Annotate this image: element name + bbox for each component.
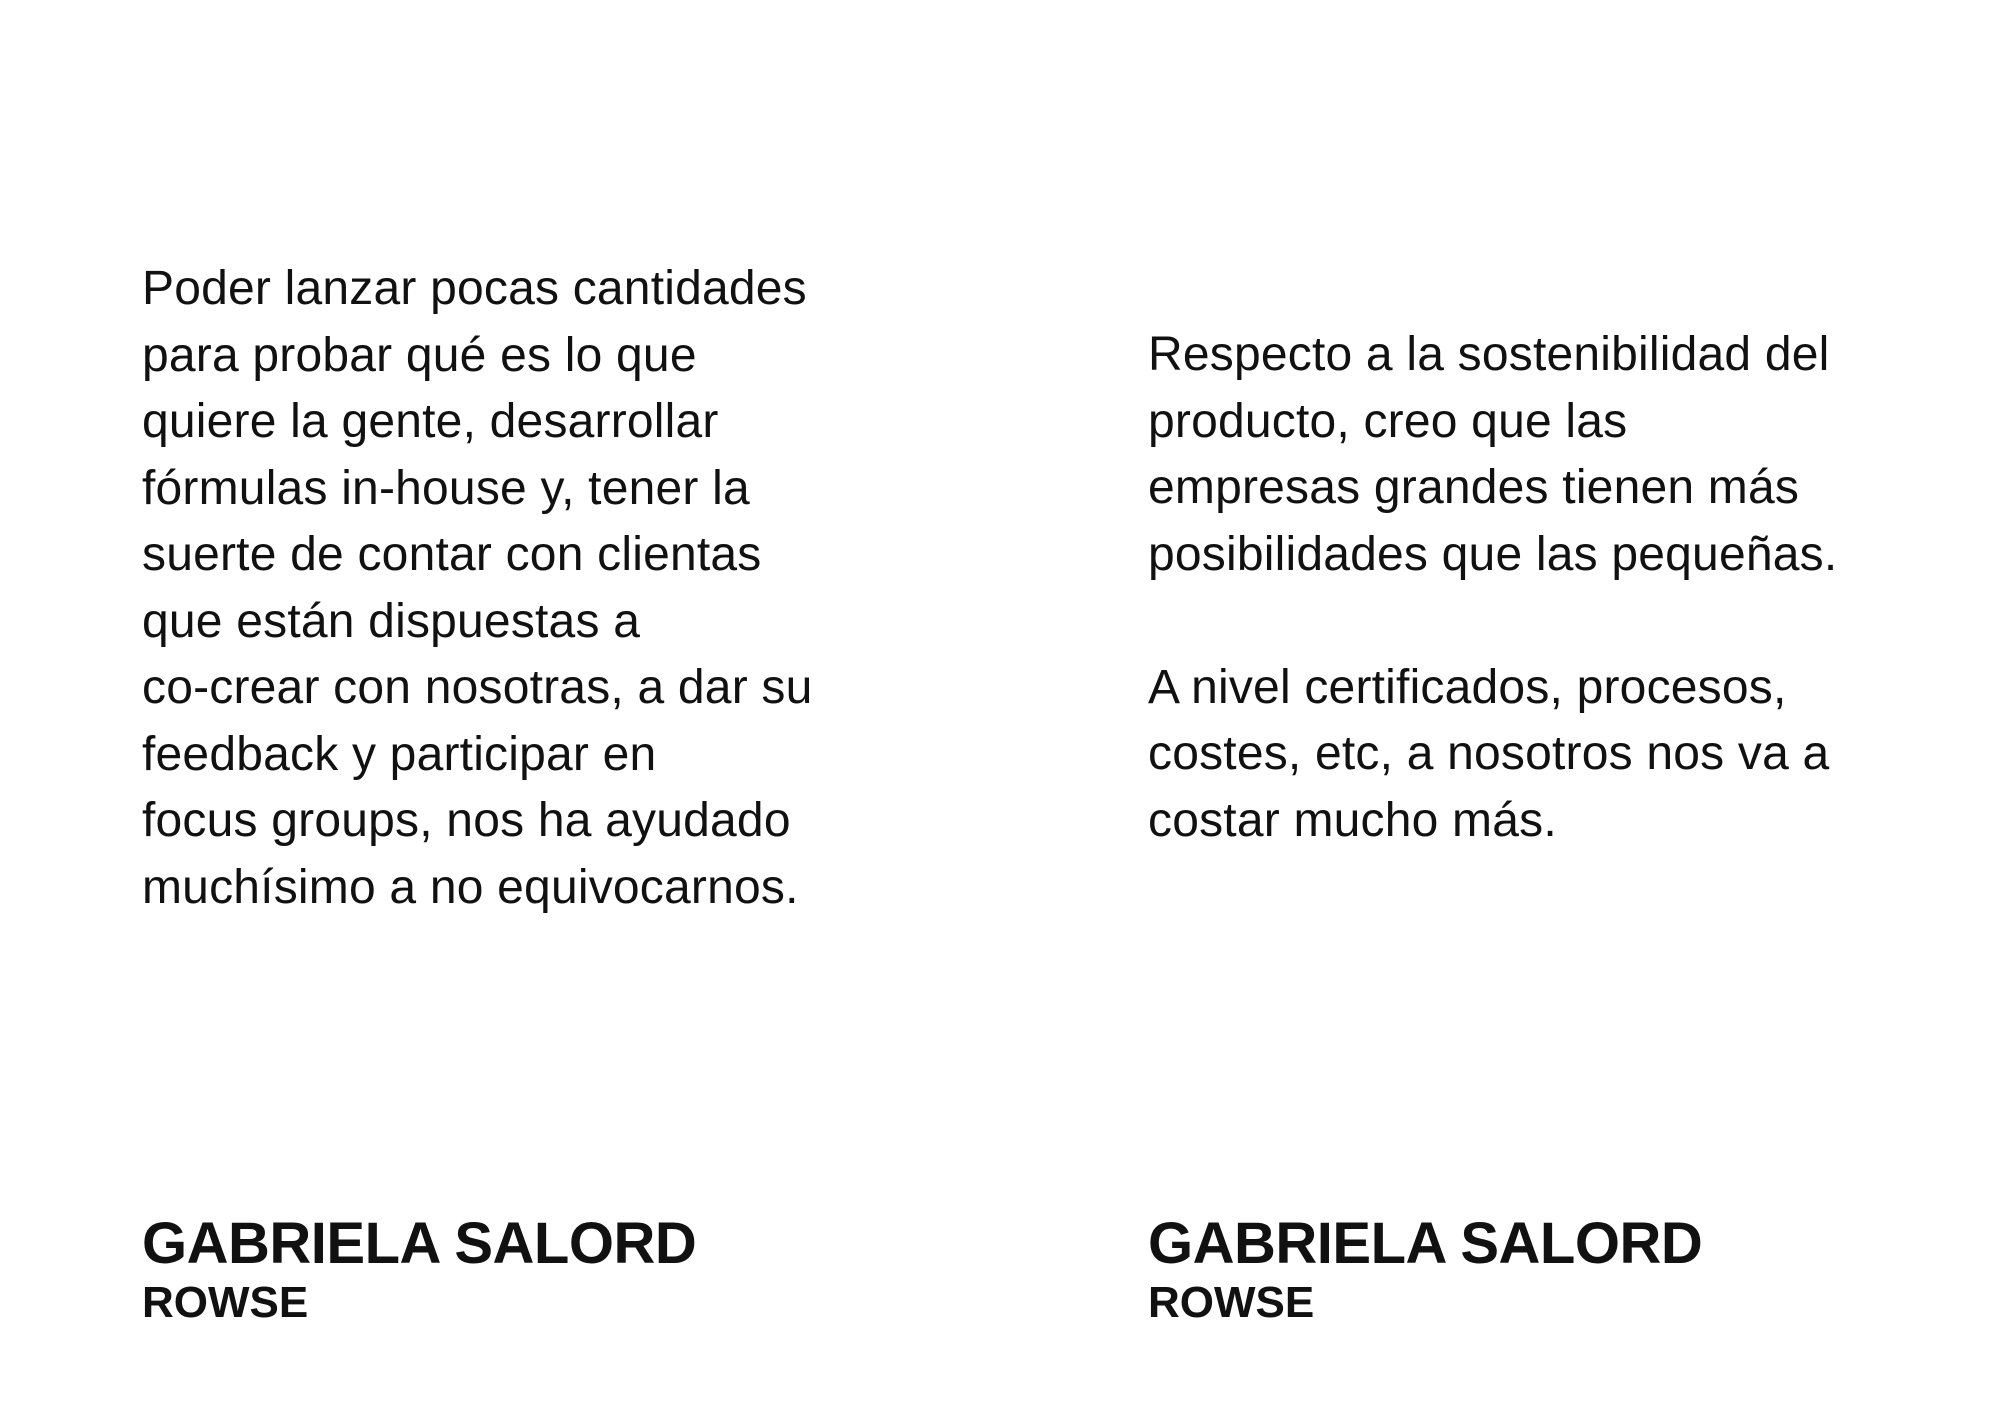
right-quote (1148, 322, 1837, 854)
left-quote-line: para probar qué es lo que (142, 328, 697, 382)
right-quote-line: empresas grandes tienen más (1148, 461, 1800, 514)
left-quote-line: Poder lanzar pocas cantidades (142, 262, 807, 315)
author-company: ROWSE (142, 1278, 309, 1327)
left-quote-line: co-crear con nosotras, a dar su (142, 661, 813, 714)
author-name: GABRIELA SALORD (1148, 1211, 1703, 1276)
right-quote-line: costes, etc, a nosotros nos va a (1148, 727, 1830, 780)
right-quote-line: costar mucho más. (1148, 793, 1557, 847)
left-quote-line: que están dispuestas a (142, 594, 641, 648)
left-quote-line: suerte de contar con clientas (142, 528, 762, 581)
right-quote-line: A nivel certificados, procesos, (1148, 660, 1787, 714)
right-quote-line: Respecto a la sostenibilidad del (1148, 328, 1830, 381)
left-quote-line: focus groups, nos ha ayudado (142, 794, 791, 847)
left-quote (142, 256, 813, 921)
left-quote-line: fórmulas in-house y, tener la (142, 461, 750, 515)
left-signature (142, 1213, 696, 1331)
right-quote-line: producto, creo que las (1148, 394, 1628, 448)
author-company: ROWSE (1148, 1278, 1315, 1327)
right-quote-line: posibilidades que las pequeñas. (1148, 527, 1838, 581)
paragraph-gap (1148, 588, 1837, 655)
left-quote-line: feedback y participar en (142, 727, 657, 781)
left-quote-line: muchísimo a no equivocarnos. (142, 860, 799, 914)
right-signature (1148, 1213, 1702, 1331)
left-quote-line: quiere la gente, desarrollar (142, 395, 719, 448)
author-name: GABRIELA SALORD (142, 1211, 697, 1276)
